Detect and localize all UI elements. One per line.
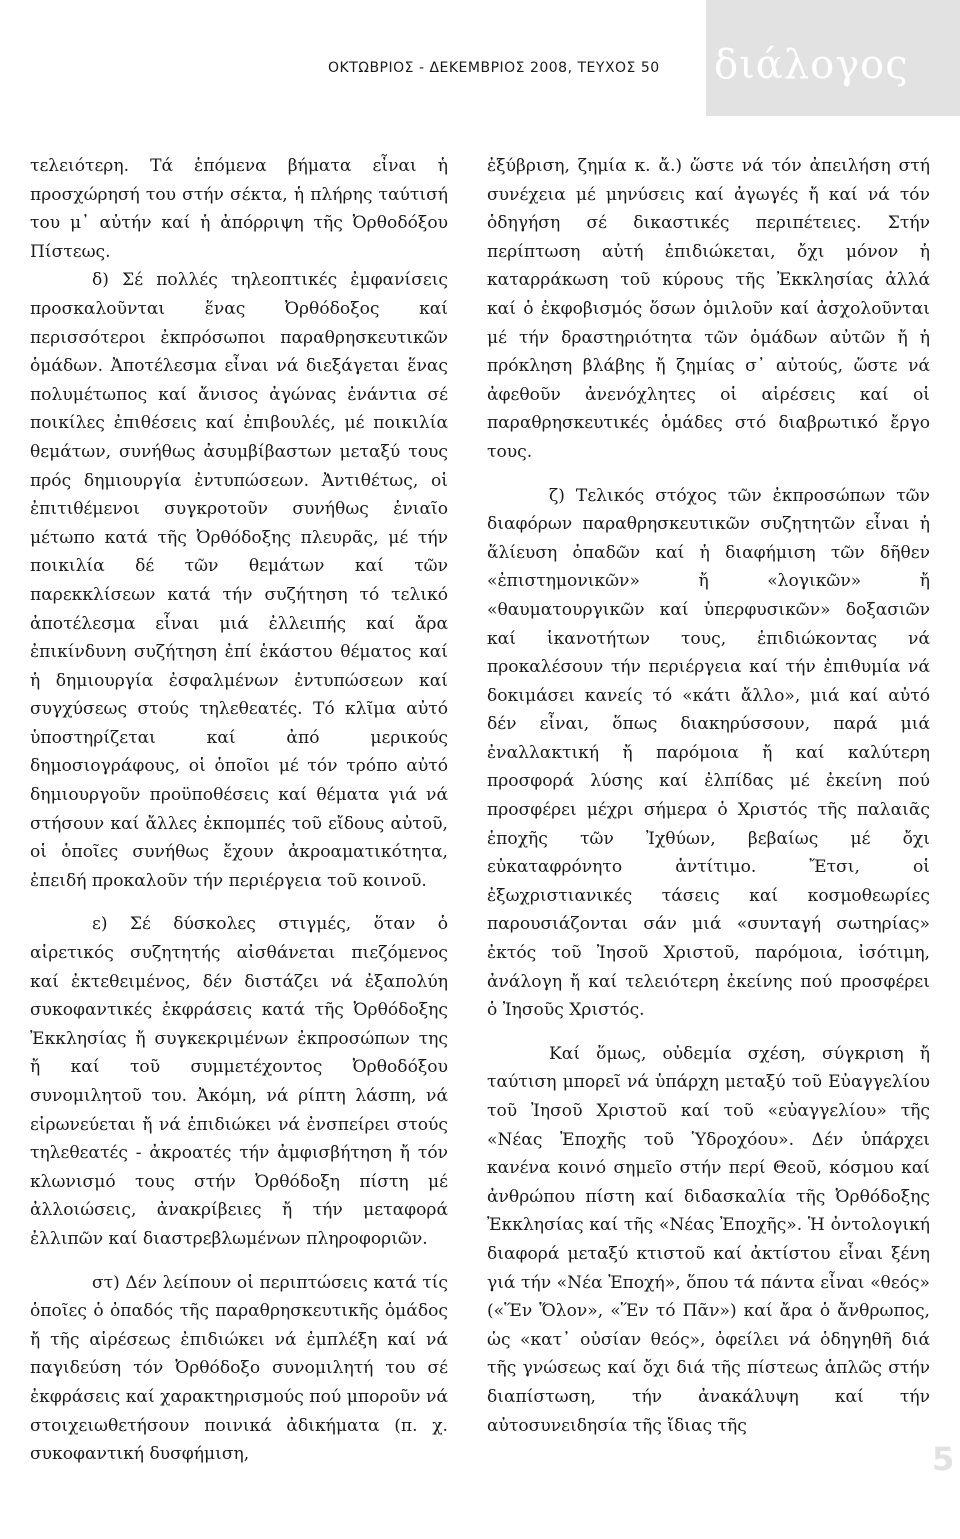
paragraph: ἐξύβριση, ζημία κ. ἄ.) ὥστε νά τόν ἀπειλήση στή συνέχεια μέ μηνύσεις καί ἀγωγές ἤ καί νά τόν ὁδηγήση σέ δικαστικές περιπέτειες. Στήν περίπτωση αὐτή ἐπιδιώκεται, ὄχι μόνον ἡ καταρράκωση τοῦ κύρους τῆς Ἐκκλησίας ἀλλά καί ὁ ἐκφοβισμός ὅσων ὁμιλοῦν καί ἀσχολοῦνται μέ τήν δραστηριότητα τῶν ὁμάδων αὐτῶν ἤ ἡ πρόκληση βλάβης ἤ ζημίας σ᾿ αὐτούς, ὥστε νά ἀφεθοῦν ἀνενόχλητες οἱ αἱρέσεις καί οἱ παραθρησκευτικές ὁμάδες στό διαβρωτικό ἔργο τους.	[487, 156, 930, 462]
paragraph: στ) Δέν λείπουν οἱ περιπτώσεις κατά τίς ὁποῖες ὁ ὀπαδός τῆς παραθρησκευτικῆς ὁμάδος ἤ τῆς αἱρέσεως ἐπιδιώκει νά ἐμπλέξη καί νά παγιδεύση τόν Ὀρθόδοξο συνομιλητή του σέ ἐκφράσεις καί χαρακτηρισμούς πού μποροῦν νά στοιχειωθετήσουν ποινικά ἀδικήματα (π. χ. συκοφαντική δυσφήμιση,	[30, 1272, 448, 1465]
magazine-logo: διάλογος	[714, 42, 909, 88]
right-column	[487, 152, 930, 1440]
left-column	[30, 152, 448, 1469]
paragraph: τελειότερη. Τά ἑπόμενα βήματα εἶναι ἡ προσχώρησή του στήν σέκτα, ἡ πλήρης ταύτισή του μ᾿ αὐτήν καί ἡ ἀπόρριψη τῆς Ὀρθοδόξου Πίστεως.	[30, 156, 448, 262]
paragraph: Καί ὅμως, οὐδεμία σχέση, σύγκριση ἤ ταύτιση μπορεῖ νά ὑπάρχη μεταξύ τοῦ Εὐαγγελίου τοῦ Ἰησοῦ Χριστοῦ καί τοῦ «εὐαγγελίου» τῆς «Νέας Ἐποχῆς τοῦ Ὑδροχόου». Δέν ὑπάρχει κανένα κοινό σημεῖο στήν περί Θεοῦ, κόσμου καί ἀνθρώπου πίστη καί διδασκαλία τῆς Ὀρθόδοξης Ἐκκλησίας καί τῆς «Νέας Ἐποχῆς». Ἡ ὀντολογική διαφορά μεταξύ κτιστοῦ καί ἀκτίστου εἶναι ξένη γιά τήν «Νέα Ἐποχή», ὅπου τά πάντα εἶναι «θεός» («Ἕν Ὅλον», «Ἕν τό Πᾶν») καί ἄρα ὁ ἄνθρωπος, ὡς «κατ᾿ οὐσίαν θεός», ὀφείλει νά ὁδηγηθῆ διά τῆς γνώσεως καί ὄχι διά τῆς πίστεως ἁπλῶς στήν διαπίστωση, τήν ἀνακάλυψη καί τήν αὐτοσυνειδησία τῆς ἴδιας τῆς	[487, 1043, 930, 1436]
paragraph: ζ) Τελικός στόχος τῶν ἐκπροσώπων τῶν διαφόρων παραθρησκευτικῶν συζητητῶν εἶναι ἡ ἅλίευση ὀπαδῶν καί ἡ διαφήμιση τῶν δῆθεν «ἐπιστημονικῶν» ἤ «λογικῶν» ἤ «θαυματουργικῶν καί ὑπερφυσικῶν» δοξασιῶν καί ἱκανοτήτων τους, ἐπιδιώκοντας νά προκαλέσουν τήν περιέργεια καί τήν ἐπιθυμία νά δοκιμάσει κανείς τό «κάτι ἄλλο», μιά καί αὐτό δέν εἶναι, ὅπως διακηρύσσουν, παρά μιά ἐναλλακτική ἤ παρόμοια ἤ καί καλύτερη προσφορά λύσης καί ἐλπίδας μέ ἐκείνη πού προσφέρει μέχρι σήμερα ὁ Χριστός τῆς παλαιᾶς ἐποχῆς τῶν Ἰχθύων, βεβαίως μέ ὄχι εὐκαταφρόνητο ἀντίτιμο. Ἔτσι, οἱ ἐξωχριστιανικές τάσεις καί κοσμοθεωρίες παρουσιάζονται σάν μιά «συνταγή σωτηρίας» ἐκτός τοῦ Ἰησοῦ Χριστοῦ, παρόμοια, ἰσότιμη, ἀνάλογη ἤ καί τελειότερη ἐκείνης πού προσφέρει ὁ Ἰησοῦς Χριστός.	[487, 485, 930, 1021]
issue-header: ΟΚΤΩΒΡΙΟΣ - ΔΕΚΕΜΒΡΙΟΣ 2008, ΤΕΥΧΟΣ 50	[328, 60, 660, 76]
paragraph: δ) Σέ πολλές τηλεοπτικές ἐμφανίσεις προσκαλοῦνται ἕνας Ὀρθόδοξος καί περισσότεροι ἐκπρόσωποι παραθρησκευτικῶν ὁμάδων. Ἀποτέλεσμα εἶναι νά διεξάγεται ἕνας πολυμέτωπος καί ἄνισος ἀγώνας ἐνάντια σέ ποικίλες ἐπιθέσεις καί ἐπιβουλές, μέ ποικιλία θεμάτων, συνήθως ἀσυμβίβαστων μεταξύ τους πρός δημιουργία ἐντυπώσεων. Ἀντιθέτως, οἱ ἐπιτιθέμενοι συγκροτοῦν συνήθως ἑνιαῖο μέτωπο κατά τῆς Ὀρθόδοξης πλευρᾶς, μέ τήν ποικιλία δέ τῶν θεμάτων καί τῶν παρεκκλίσεων κατά τήν συζήτηση τό τελικό ἀποτέλεσμα εἶναι μιά ἐλλειπής καί ἄρα ἐπικίνδυνη συζήτηση ἐπί ἑκάστου θέματος καί ἡ δημιουργία ἐσφαλμένων ἐντυπώσεων καί συγχύσεως στούς τηλεθεατές. Τό κλῖμα αὐτό ὑποστηρίζεται καί ἀπό μερικούς δημοσιογράφους, οἱ ὁποῖοι μέ τόν τρόπο αὐτό δημιουργοῦν προϋποθέσεις καί θέματα γιά νά στήσουν καί ἄλλες ἐκπομπές τοῦ εἴδους αὐτοῦ, οἱ ὁποῖες συνήθως ἔχουν ἀκροαματικότητα, ἐπειδή προκαλοῦν τήν περιέργεια τοῦ κοινοῦ.	[30, 270, 448, 891]
page-number: 5	[932, 1440, 955, 1478]
paragraph: ε) Σέ δύσκολες στιγμές, ὅταν ὁ αἱρετικός συζητητής αἰσθάνεται πιεζόμενος καί ἐκτεθειμένος, δέν διστάζει νά ἐξαπολύη συκοφαντικές ἐκφράσεις κατά τῆς Ὀρθόδοξης Ἐκκλησίας ἤ συγκεκριμένων ἐκπροσώπων της ἤ καί τοῦ συμμετέχοντος Ὀρθοδόξου συνομιλητοῦ του. Ἀκόμη, νά ρίπτη λάσπη, νά εἰρωνεύεται ἤ νά ἐπιδιώκει νά ἐνσπείρει στούς τηλεθεατές - ἀκροατές τήν ἀμφισβήτηση ἤ τόν κλωνισμό τους στήν Ὀρθόδοξη πίστη μέ ἀλλοιώσεις, ἀνακρίβειες ἤ τήν μεταφορά ἐλλιπῶν καί διαστρεβλωμένων πληροφοριῶν.	[30, 914, 448, 1249]
